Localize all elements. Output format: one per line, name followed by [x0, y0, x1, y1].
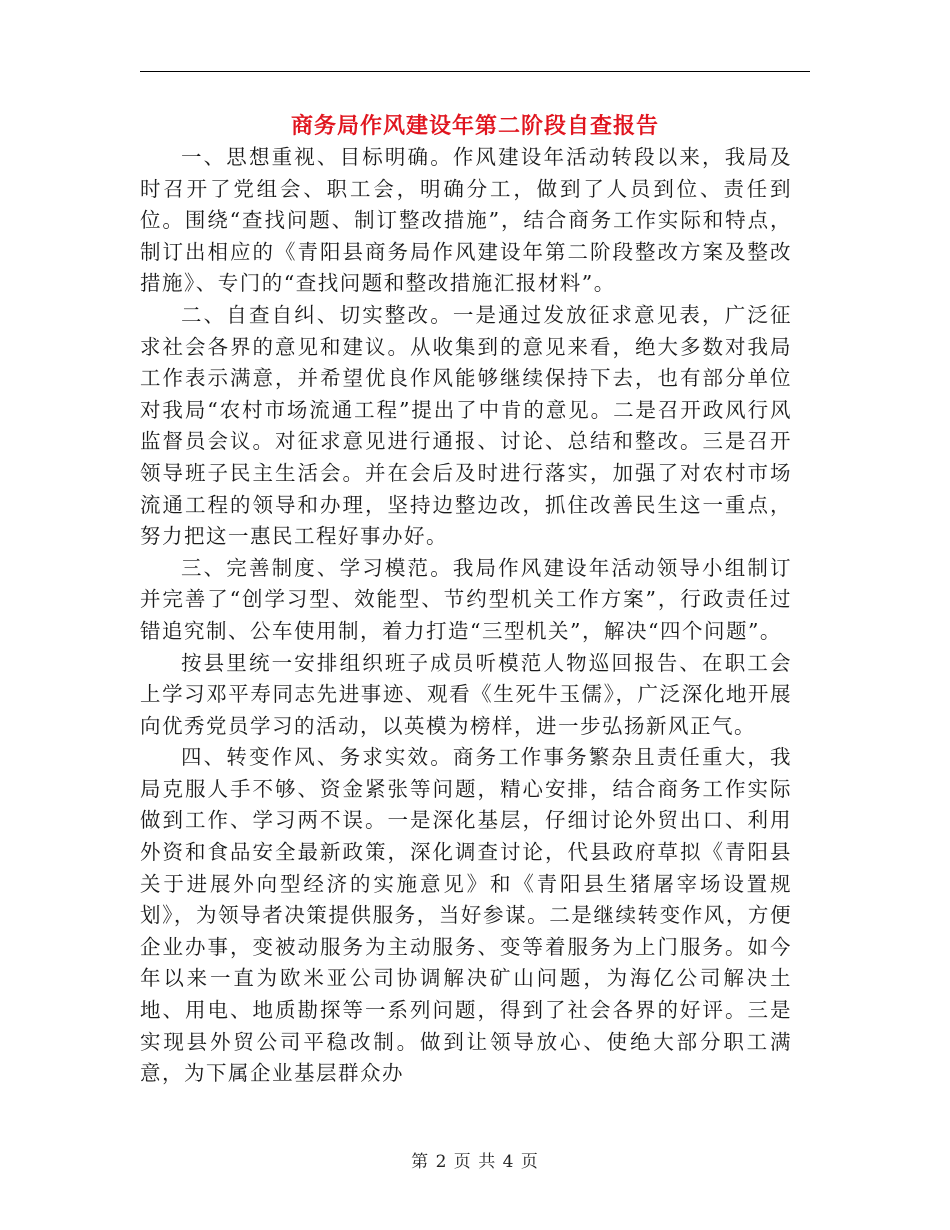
header-rule	[140, 71, 810, 72]
paragraph-study-activities: 按县里统一安排组织班子成员听模范人物巡回报告、在职工会上学习邓平寿同志先进事迹、观看《生死牛玉儒》，广泛深化地开展向优秀党员学习的活动，以英模为榜样，进一步弘扬新风正气。	[140, 650, 792, 738]
document-body	[140, 142, 792, 1090]
paragraph-section-three: 三、完善制度、学习模范。我局作风建设年活动领导小组制订并完善了“创学习型、效能型、节约型机关工作方案”，行政责任过错追究制、公车使用制，着力打造“三型机关”，解决“四个问题”。	[140, 555, 792, 643]
paragraph-section-four: 四、转变作风、务求实效。商务工作事务繁杂且责任重大，我局克服人手不够、资金紧张等问题，精心安排，结合商务工作实际做到工作、学习两不误。一是深化基层，仔细讨论外贸出口、利用外资和食品安全最新政策，深化调查讨论，代县政府草拟《青阳县关于进展外向型经济的实施意见》和《青阳县生猪屠宰场设置规划》，为领导者决策提供服务，当好参谋。二是继续转变作风，方便企业办事，变被动服务为主动服务、变等着服务为上门服务。如今年以来一直为欧米亚公司协调解决矿山问题，为海亿公司解决土地、用电、地质勘探等一系列问题，得到了社会各界的好评。三是实现县外贸公司平稳改制。做到让领导放心、使绝大部分职工满意，为下属企业基层群众办	[140, 745, 792, 1086]
paragraph-section-two: 二、自查自纠、切实整改。一是通过发放征求意见表，广泛征求社会各界的意见和建议。从收集到的意见来看，绝大多数对我局工作表示满意，并希望优良作风能够继续保持下去，也有部分单位对我局“农村市场流通工程”提出了中肯的意见。二是召开政风行风监督员会议。对征求意见进行通报、讨论、总结和整改。三是召开领导班子民主生活会。并在会后及时进行落实，加强了对农村市场流通工程的领导和办理，坚持边整边改，抓住改善民生这一重点，努力把这一惠民工程好事办好。	[140, 302, 792, 549]
document-title: 商务局作风建设年第二阶段自查报告	[290, 113, 659, 139]
paragraph-section-one: 一、思想重视、目标明确。作风建设年活动转段以来，我局及时召开了党组会、职工会，明确分工，做到了人员到位、责任到位。围绕“查找问题、制订整改措施”，结合商务工作实际和特点，制订出相应的《青阳县商务局作风建设年第二阶段整改方案及整改措施》、专门的“查找问题和整改措施汇报材料”。	[140, 145, 792, 296]
page-number-footer: 第 2 页 共 4 页	[411, 1152, 539, 1172]
